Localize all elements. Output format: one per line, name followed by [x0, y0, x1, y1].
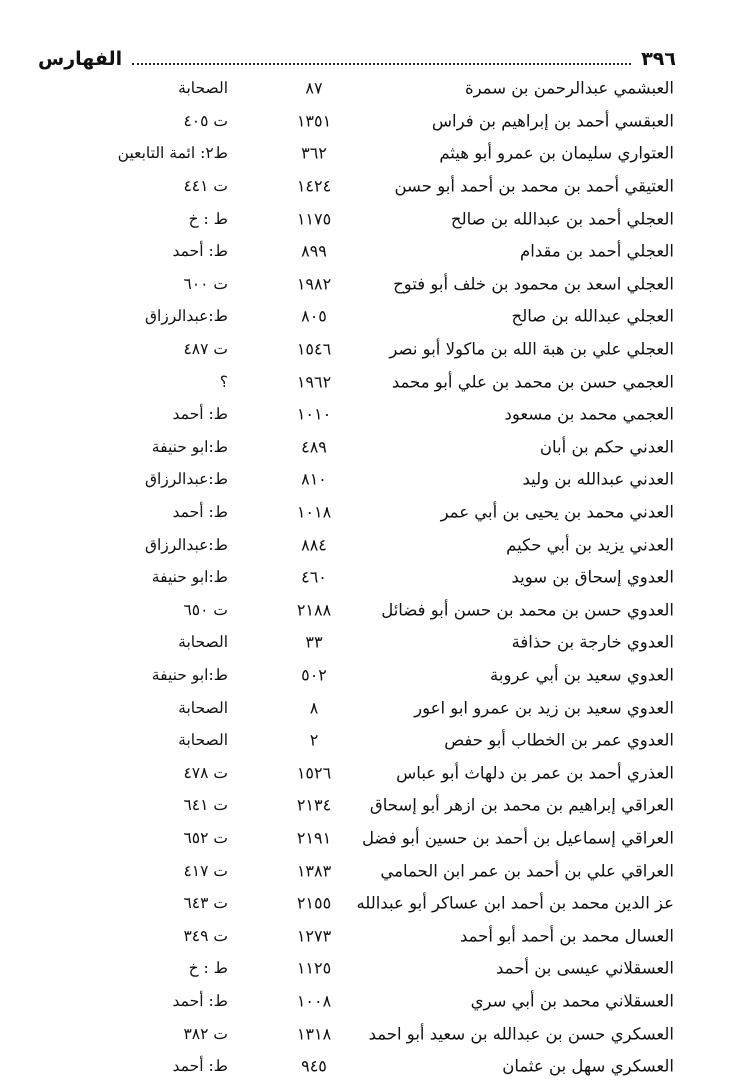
dotted-leader	[132, 62, 631, 65]
entry-source: ت ٣٨٢	[183, 1024, 228, 1043]
entry-name: العدوي حسن بن محمد بن حسن أبو فضائل	[381, 600, 674, 620]
index-entry	[0, 333, 746, 366]
entry-number: ٨٧	[305, 78, 323, 98]
entry-name: العسكري حسن بن عبدالله بن سعيد أبو احمد	[368, 1024, 674, 1044]
entry-source: ت ٤٤١	[183, 177, 228, 196]
entry-name: عز الدين محمد بن أحمد ابن عساكر أبو عبدالله	[356, 893, 674, 913]
index-entry	[0, 887, 746, 920]
entry-name: العدني يزيد بن أبي حكيم	[506, 535, 674, 555]
index-entry	[0, 756, 746, 789]
entry-number: ١١٧٥	[296, 209, 332, 229]
page-number: ٣٩٦	[641, 48, 676, 70]
entry-source: ط : خ	[188, 959, 228, 978]
index-entry	[0, 72, 746, 105]
entry-number: ١٠١٠	[296, 404, 332, 424]
index-entry	[0, 1017, 746, 1050]
entry-source: ت ٦٥٠	[183, 600, 228, 619]
index-entry	[0, 365, 746, 398]
entry-source: ط٢: ائمة التابعين	[117, 144, 228, 163]
index-entry	[0, 137, 746, 170]
index-entry	[0, 431, 746, 464]
entry-source: ط: أحمد	[172, 991, 228, 1010]
entry-name: العجمي حسن بن محمد بن علي أبو محمد	[391, 372, 674, 392]
entry-source: ت ٤١٧	[183, 861, 228, 880]
entry-number: ١١٢٥	[296, 958, 332, 978]
entry-number: ٢١٣٤	[296, 795, 332, 815]
entry-number: ٤٦٠	[301, 567, 327, 587]
entry-source: الصحابة	[178, 698, 228, 717]
index-entry	[0, 594, 746, 627]
entry-source: ت ٣٤٩	[183, 926, 228, 945]
entry-name: العراقي إسماعيل بن أحمد بن حسين أبو فضل	[361, 828, 674, 848]
entry-number: ٥٠٢	[301, 665, 327, 685]
entry-number: ١٩٨٢	[296, 274, 332, 294]
index-entry	[0, 561, 746, 594]
entry-source: ط:عبدالرزاق	[144, 470, 228, 489]
entry-number: ١٩٦٢	[296, 372, 332, 392]
entry-source: ت ٦٥٢	[183, 828, 228, 847]
entry-name: العدوي خارجة بن حذافة	[511, 632, 674, 652]
index-entry	[0, 822, 746, 855]
entry-source: ت ٦٤٣	[183, 894, 228, 913]
entry-source: ط : خ	[188, 209, 228, 228]
index-entry	[0, 789, 746, 822]
entry-source: ت ٤٠٥	[183, 111, 228, 130]
entry-source: الصحابة	[178, 731, 228, 750]
entry-name: العتواري سليمان بن عمرو أبو هيثم	[439, 143, 674, 163]
index-entry	[0, 170, 746, 203]
entry-source: ت ٦٤١	[183, 796, 228, 815]
entry-number: ١٣٥١	[296, 111, 332, 131]
entry-source: ط:ابو حنيفة	[151, 568, 228, 587]
entry-name: العتيقي أحمد بن محمد بن أحمد أبو حسن	[394, 176, 674, 196]
entry-number: ٤٨٩	[301, 437, 327, 457]
entry-name: العجلي أحمد بن عبدالله بن صالح	[450, 209, 674, 229]
entry-number: ٢١٥٥	[296, 893, 332, 913]
entry-number: ٢	[309, 730, 319, 750]
index-entry	[0, 202, 746, 235]
entry-name: العدني حكم بن أبان	[539, 437, 674, 457]
entry-source: ط: أحمد	[172, 242, 228, 261]
entry-number: ١٢٧٣	[296, 926, 332, 946]
index-entry	[0, 398, 746, 431]
entry-source: ط: أحمد	[172, 503, 228, 522]
entry-number: ١٠١٨	[296, 502, 332, 522]
entry-source: الصحابة	[178, 79, 228, 98]
entry-name: العدني عبدالله بن وليد	[522, 469, 674, 489]
entry-number: ٨	[309, 698, 319, 718]
entry-name: العراقي إبراهيم بن محمد بن ازهر أبو إسحاق	[369, 795, 674, 815]
entry-number: ١٠٠٨	[296, 991, 332, 1011]
entry-source: ط: أحمد	[172, 405, 228, 424]
entry-name: العدوي عمر بن الخطاب أبو حفص	[444, 730, 674, 750]
entry-source: ط: أحمد	[172, 1057, 228, 1076]
entry-name: العجلي عبدالله بن صالح	[511, 306, 674, 326]
entry-source: ت ٤٧٨	[183, 763, 228, 782]
entry-source: الصحابة	[178, 633, 228, 652]
entry-name: العذري أحمد بن عمر بن دلهاث أبو عباس	[396, 763, 674, 783]
entry-number: ٨٠٥	[301, 306, 327, 326]
index-entry	[0, 300, 746, 333]
index-entry	[0, 235, 746, 268]
running-title: الفهارس	[38, 48, 123, 70]
entry-number: ١٣٨٣	[296, 861, 332, 881]
index-entry	[0, 1050, 746, 1083]
entry-name: العدني محمد بن يحيى بن أبي عمر	[440, 502, 674, 522]
index-entry	[0, 985, 746, 1018]
index-entry	[0, 659, 746, 692]
entry-source: ط:عبدالرزاق	[144, 535, 228, 554]
entry-source: ط:ابو حنيفة	[151, 665, 228, 684]
entry-name: العسقلاني محمد بن أبي سري	[470, 991, 674, 1011]
entry-number: ٢١٨٨	[296, 600, 332, 620]
entry-name: العسقلاني عيسى بن أحمد	[496, 958, 674, 978]
entry-number: ١٥٤٦	[296, 339, 332, 359]
entry-number: ٩٤٥	[301, 1056, 327, 1076]
entry-name: العدوي إسحاق بن سويد	[511, 567, 674, 587]
index-entry	[0, 528, 746, 561]
entry-name: العجلي اسعد بن محمود بن خلف أبو فتوح	[393, 274, 674, 294]
entry-source: ؟	[219, 372, 228, 391]
entry-name: العجلي علي بن هبة الله بن ماكولا أبو نصر	[389, 339, 674, 359]
entry-name: العجمي محمد بن مسعود	[504, 404, 674, 424]
index-entry	[0, 105, 746, 138]
entry-number: ٢١٩١	[296, 828, 332, 848]
entry-name: العسال محمد بن أحمد أبو أحمد	[459, 926, 674, 946]
entry-number: ٨١٠	[301, 469, 327, 489]
entry-number: ٨٩٩	[301, 241, 327, 261]
entry-source: ط:عبدالرزاق	[144, 307, 228, 326]
index-entry	[0, 854, 746, 887]
entry-name: العسكري سهل بن عثمان	[502, 1056, 674, 1076]
index-entry	[0, 724, 746, 757]
index-entries	[0, 72, 746, 1082]
entry-number: ٣٦٢	[301, 143, 327, 163]
entry-number: ٨٨٤	[301, 535, 327, 555]
index-entry	[0, 463, 746, 496]
page-header	[38, 40, 676, 70]
entry-number: ١٥٢٦	[296, 763, 332, 783]
index-entry	[0, 626, 746, 659]
entry-name: العدوي سعيد بن زيد بن عمرو ابو اعور	[414, 698, 674, 718]
index-entry	[0, 691, 746, 724]
entry-name: العبشمي عبدالرحمن بن سمرة	[464, 78, 674, 98]
entry-name: العدوي سعيد بن أبي عروبة	[490, 665, 674, 685]
index-entry	[0, 952, 746, 985]
entry-source: ت ٤٨٧	[183, 340, 228, 359]
entry-number: ٣٣	[305, 632, 323, 652]
entry-source: ط:ابو حنيفة	[151, 437, 228, 456]
entry-number: ١٣١٨	[296, 1024, 332, 1044]
entry-number: ١٤٢٤	[296, 176, 332, 196]
index-entry	[0, 496, 746, 529]
index-entry	[0, 268, 746, 301]
entry-name: العراقي علي بن أحمد بن عمر ابن الحمامي	[380, 861, 674, 881]
index-entry	[0, 919, 746, 952]
entry-name: العجلي أحمد بن مقدام	[520, 241, 674, 261]
entry-source: ت ٦٠٠	[183, 274, 228, 293]
entry-name: العبقسي أحمد بن إبراهيم بن فراس	[431, 111, 674, 131]
